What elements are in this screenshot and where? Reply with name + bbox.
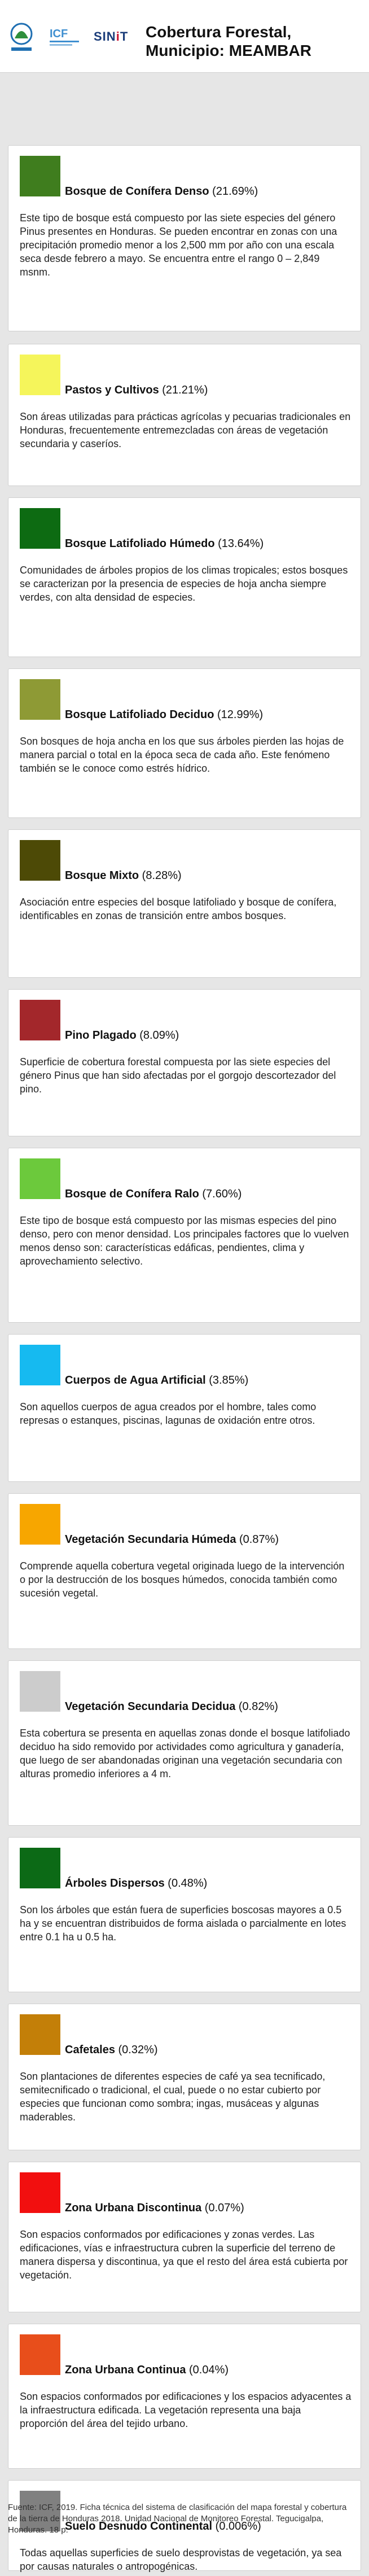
- icf-logo: [8, 21, 35, 55]
- category-description: Son espacios conformados por edificaciones y zonas verdes. Las edificaciones, vías e infraestructura cubren la superficie del terreno de manera dispersa y discontinua, ya que el resto del área está cubierta por vegetación.: [20, 2229, 348, 2281]
- category-description: Comunidades de árboles propios de los climas tropicales; estos bosques se caracterizan por la presencia de especies de hoja ancha siempre verdes, con alta densidad de especies.: [20, 565, 348, 603]
- category-percentage: (0.48%): [164, 1877, 208, 1890]
- category-percentage: (12.99%): [214, 708, 263, 721]
- category-label: Bosque de Conífera Ralo: [65, 1188, 199, 1200]
- category-card: [8, 989, 361, 1136]
- source-note: Fuente: ICF, 2019. Ficha técnica del sistema de clasificación del mapa forestal y cobertura de la tierra de Honduras 2018. Unidad Nacional de Monitoreo Forestal. Tegucigalpa, Honduras. 18 p.: [8, 2503, 347, 2535]
- color-swatch: [20, 156, 60, 196]
- category-percentage: (0.04%): [186, 2364, 229, 2376]
- category-label: Pastos y Cultivos: [65, 384, 159, 396]
- category-name: [65, 1877, 207, 1890]
- category-card: [8, 145, 361, 331]
- category-label: Suelo Desnudo Continental: [65, 2520, 213, 2533]
- category-description: Este tipo de bosque está compuesto por las siete especies del género Pinus presentes en Honduras. Se pueden encontrar en zonas con una precipitación promedio menor a los 2,500 mm por año con una escala seca desde febrero a mayo. Se encuentra entre el rango 0 – 2,849 msnm.: [20, 212, 337, 278]
- category-name: [65, 1029, 179, 1042]
- category-description: Superficie de cobertura forestal compuesta por las siete especies del género Pinus que han sido afectadas por el gorgojo descortezador del pino.: [20, 1056, 336, 1095]
- category-label: Zona Urbana Continua: [65, 2364, 186, 2376]
- category-name: [65, 2044, 158, 2057]
- category-description: Esta cobertura se presenta en aquellas zonas donde el bosque latifoliado deciduo ha sido removido por actividades como agricultura y ganadería, que luego de ser abandonadas originan una vegetación secundaria con alturas promedio inferiores a 4 m.: [20, 1727, 350, 1779]
- category-name: [65, 185, 258, 198]
- category-label: Bosque de Conífera Denso: [65, 185, 209, 198]
- category-label: Árboles Dispersos: [65, 1877, 165, 1890]
- color-swatch: [20, 1671, 60, 1712]
- category-percentage: (0.32%): [115, 2044, 158, 2056]
- category-label: Bosque Latifoliado Húmedo: [65, 537, 215, 550]
- institute-logo: [47, 24, 81, 50]
- page-title: Cobertura Forestal, Municipio: MEAMBAR: [146, 23, 311, 59]
- color-swatch: [20, 1158, 60, 1199]
- color-swatch: [20, 2172, 60, 2213]
- category-name: [65, 1188, 241, 1201]
- category-label: Bosque Mixto: [65, 869, 139, 882]
- category-percentage: (8.28%): [139, 869, 182, 882]
- svg-text:ICF: ICF: [50, 28, 68, 40]
- category-description: Son los árboles que están fuera de superficies boscosas mayores a 0.5 ha y se encuentran distribuidos de forma aislada o parcialmente en lotes entre 0.1 ha u 0.5 ha.: [20, 1904, 346, 1943]
- category-percentage: (0.07%): [201, 2202, 244, 2214]
- color-swatch: [20, 2334, 60, 2375]
- category-label: Cafetales: [65, 2044, 115, 2056]
- category-percentage: (21.21%): [159, 384, 208, 396]
- category-description: Comprende aquella cobertura vegetal originada luego de la intervención o por la destrucción de los bosques húmedos, conocida también como sucesión vegetal.: [20, 1560, 345, 1599]
- color-swatch: [20, 508, 60, 549]
- category-name: [65, 1533, 279, 1546]
- category-card: [8, 1148, 361, 1323]
- category-name: [65, 869, 182, 882]
- color-swatch: [20, 355, 60, 395]
- category-percentage: (21.69%): [209, 185, 258, 198]
- category-name: [65, 708, 263, 721]
- category-card: [8, 497, 361, 657]
- category-description: Son áreas utilizadas para prácticas agrícolas y pecuarias tradicionales en Honduras, frecuentemente entremezcladas con áreas de vegetación secundaria y caseríos.: [20, 411, 351, 449]
- category-description: Asociación entre especies del bosque latifoliado y bosque de conífera, identificables en zonas de transición entre ambos bosques.: [20, 896, 337, 921]
- category-name: [65, 537, 263, 550]
- category-card: [8, 1493, 361, 1649]
- category-percentage: (0.006%): [212, 2520, 261, 2533]
- category-description: Este tipo de bosque está compuesto por las mismas especies del pino denso, pero con menor densidad. Los principales factores que lo vuelven menos denso son: características edáficas, pendientes, clima y aprovechamiento selectivo.: [20, 1215, 349, 1267]
- category-label: Pino Plagado: [65, 1029, 137, 1042]
- color-swatch: [20, 1504, 60, 1545]
- category-card: [8, 829, 361, 978]
- header: [0, 0, 369, 73]
- category-percentage: (13.64%): [214, 537, 264, 550]
- category-percentage: (0.87%): [236, 1533, 279, 1546]
- color-swatch: [20, 840, 60, 881]
- category-name: [65, 384, 208, 397]
- category-card: [8, 2004, 361, 2150]
- color-swatch: [20, 679, 60, 720]
- category-description: Son aquellos cuerpos de agua creados por el hombre, tales como represas o estanques, piscinas, lagunas de oxidación entre otros.: [20, 1401, 317, 1426]
- color-swatch: [20, 1000, 60, 1040]
- category-percentage: (8.09%): [136, 1029, 179, 1042]
- category-card: [8, 1660, 361, 1826]
- category-card: [8, 668, 361, 818]
- category-description: Son bosques de hoja ancha en los que sus árboles pierden las hojas de manera parcial o total en la época seca de cada año. Este fenómeno también se le conoce como estrés hídrico.: [20, 736, 344, 774]
- color-swatch: [20, 1848, 60, 1888]
- category-name: [65, 1374, 248, 1387]
- category-name: [65, 1700, 278, 1713]
- category-label: Vegetación Secundaria Decidua: [65, 1700, 236, 1713]
- category-description: Son espacios conformados por edificaciones y los espacios adyacentes a la infraestructura edificada. La vegetación representa una baja proporción del área del tejido urbano.: [20, 2391, 352, 2429]
- category-card: [8, 1837, 361, 1992]
- category-label: Bosque Latifoliado Deciduo: [65, 708, 214, 721]
- category-name: [65, 2364, 229, 2377]
- color-swatch: [20, 2014, 60, 2055]
- category-card: [8, 2162, 361, 2312]
- sinit-logo: SINiT: [94, 29, 129, 43]
- category-percentage: (7.60%): [199, 1188, 242, 1200]
- category-percentage: (0.82%): [235, 1700, 278, 1713]
- category-label: Zona Urbana Discontinua: [65, 2202, 202, 2214]
- color-swatch: [20, 1345, 60, 1385]
- category-card: [8, 344, 361, 486]
- category-card: [8, 1334, 361, 1482]
- category-description: Son plantaciones de diferentes especies de café ya sea tecnificado, semitecnificado o tradicional, el cual, puede o no estar cubierto por especies que funcionan como sombra; ingas, musáceas y algunas maderables.: [20, 2071, 326, 2123]
- category-label: Cuerpos de Agua Artificial: [65, 1374, 206, 1387]
- category-label: Vegetación Secundaria Húmeda: [65, 1533, 236, 1546]
- category-percentage: (3.85%): [205, 1374, 249, 1387]
- category-name: [65, 2202, 244, 2215]
- category-card: [8, 2324, 361, 2469]
- category-description: Todas aquellas superficies de suelo desprovistas de vegetación, ya sea por causas naturales o antropogénicas.: [20, 2547, 342, 2572]
